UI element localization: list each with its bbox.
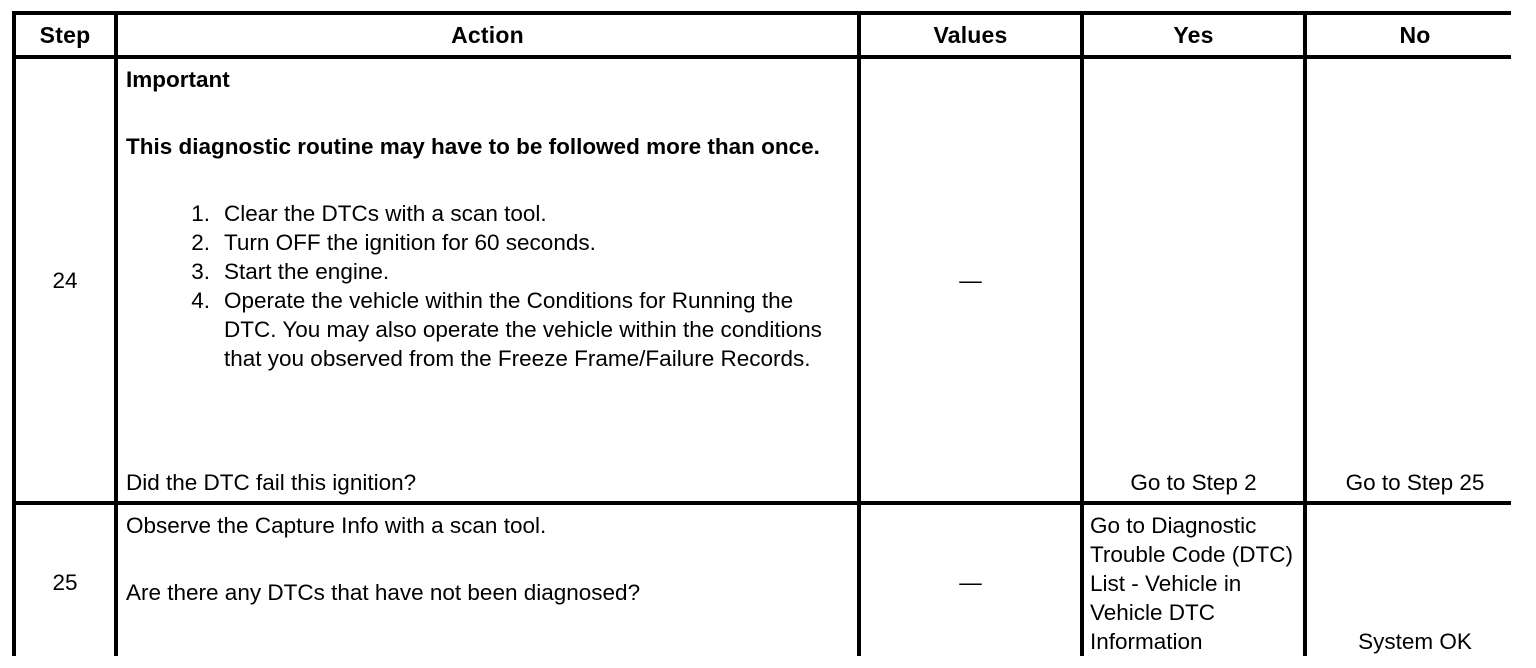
row-24-yes-label: Go to Step 2 xyxy=(1130,470,1257,495)
row-25-no-label: System OK xyxy=(1358,629,1472,654)
row-24-question: Did the DTC fail this ignition? xyxy=(126,470,417,495)
row-25-yes-label: Go to Diagnostic Trouble Code (DTC) List - Vehicle in Vehicle DTC Information xyxy=(1090,513,1293,654)
row-24-no xyxy=(1307,59,1523,501)
row-25-yes xyxy=(1084,505,1303,660)
row-24-no-label: Go to Step 25 xyxy=(1345,470,1485,495)
list-item: 2. Turn OFF the ignition for 60 seconds. xyxy=(191,230,596,255)
list-item: 3. Start the engine. xyxy=(191,259,390,284)
substep-list xyxy=(126,199,849,373)
row-24-action xyxy=(118,59,857,501)
header-values: Values xyxy=(861,15,1080,55)
important-label: Important xyxy=(126,67,230,92)
diagnostic-table xyxy=(12,11,1511,656)
row-25-no xyxy=(1307,505,1523,660)
row-24-step: 24 xyxy=(16,59,114,501)
row-25-question: Are there any DTCs that have not been diagnosed? xyxy=(126,580,641,605)
row-24-yes xyxy=(1084,59,1303,501)
row-25-instruction: Observe the Capture Info with a scan tool. xyxy=(126,513,547,538)
header-no: No xyxy=(1307,15,1523,55)
row-25-step: 25 xyxy=(16,505,114,660)
list-item: 1. Clear the DTCs with a scan tool. xyxy=(191,201,547,226)
header-action: Action xyxy=(118,15,857,55)
row-25-values: — xyxy=(861,505,1080,660)
row-25-action xyxy=(118,505,857,660)
header-yes: Yes xyxy=(1084,15,1303,55)
header-step: Step xyxy=(16,15,114,55)
row-24-values: — xyxy=(861,59,1080,501)
list-item: 4. Operate the vehicle within the Conditions for Running the DTC. You may also operate the vehicle within the conditions that you observed from the Freeze Frame/Failure Records. xyxy=(191,288,822,371)
important-note: This diagnostic routine may have to be followed more than once. xyxy=(126,134,820,159)
